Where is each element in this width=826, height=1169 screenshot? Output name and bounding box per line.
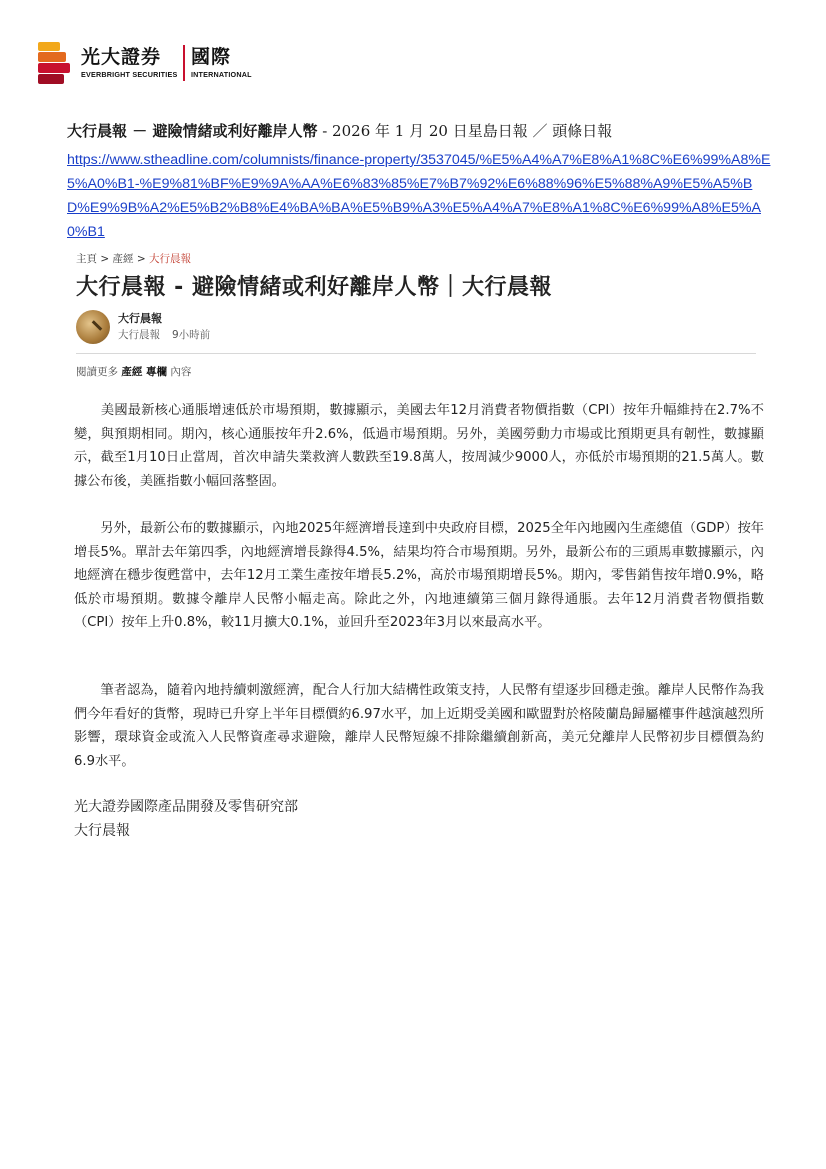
article-paragraph-1: 美國最新核心通脹增速低於市場預期，數據顯示，美國去年12月消費者物價指數（CPI）按年升幅維持在2.7%不變，與預期相同。期內，核心通脹按年升2.6%，低過市場預期。另外，美國勞動力市場或比預期更具有韌性，數據顯示，截至1月10日止當周，首次申請失業救濟人數跌至19.8萬人，按周減少9000人，亦低於市場預期的21.5萬人。數據公布後，美匯指數小幅回落整固。 — [74, 403, 764, 489]
document-header — [67, 120, 777, 142]
publish-time: 9小時前 — [172, 329, 211, 341]
logo-name-en-intl: INTERNATIONAL — [190, 70, 252, 79]
article-title: 大行晨報 - 避險情緒或利好離岸人幣｜大行晨報 — [76, 275, 552, 300]
report-title: 大行晨報 － 避險情緒或利好離岸人幣 — [67, 122, 318, 140]
logo-name-cn-intl: 國際 — [190, 46, 231, 68]
logo-name-cn: 光大證券 — [81, 46, 162, 68]
read-more — [76, 364, 191, 379]
source-link[interactable]: https://www.stheadline.com/columnists/finance-property/3537045/%E5%A4%A7%E8%A1%8C%E6%99%A8%E5%A0%B1-%E9%81%BF%E9%9A%AA%E6%83%85%E7%B7%92%E6%88%96%E5%88%A9%E5%A5%BD%E9%9B%A2%E5%B2%B8%E4%BA%BA%E5%B9%A3%E5%A4%A7%E8%A1%8C%E6%99%A8%E5%A0%B1 — [67, 152, 771, 240]
signature — [74, 795, 298, 843]
signature-department: 光大證券國際產品開發及零售研究部 — [74, 799, 298, 815]
breadcrumb-separator: > — [133, 253, 149, 265]
read-more-tags[interactable]: 產經 專欄 — [121, 366, 167, 378]
divider — [76, 353, 756, 354]
article-paragraph-3: 筆者認為，隨着內地持續刺激經濟，配合人行加大結構性政策支持，人民幣有望逐步回穩走強。離岸人民幣作為我們今年看好的貨幣，現時已升穿上半年目標價約6.97水平，加上近期受美國和歐盟對於格陵蘭島歸屬權事件越演越烈所影響，環球資金或流入人民幣資產尋求避險，離岸人民幣短線不排除繼續創新高，美元兌離岸人民幣初步目標價為約6.9水平。 — [74, 683, 764, 769]
breadcrumb-section[interactable]: 產經 — [112, 253, 134, 265]
logo-name-en: EVERBRIGHT SECURITIES — [81, 70, 178, 79]
avatar — [76, 310, 110, 344]
report-meta: - 2026 年 1 月 20 日星島日報 ／ 頭條日報 — [317, 122, 613, 140]
read-more-prefix: 閱讀更多 — [76, 366, 122, 378]
breadcrumb — [76, 251, 191, 266]
logo-divider — [183, 45, 185, 81]
article-paragraph-2: 另外，最新公布的數據顯示，內地2025年經濟增長達到中央政府目標，2025全年內地國內生產總值（GDP）按年增長5%。單計去年第四季，內地經濟增長錄得4.5%，結果均符合市場預期。另外，最新公布的三頭馬車數據顯示，內地經濟在穩步復甦當中，去年12月工業生產按年增長5.2%，高於市場預期增長5%。期內，零售銷售按年增0.9%，略低於市場預期。數據令離岸人民幣小幅走高。除此之外，內地連續第三個月錄得通脹。去年12月消費者物價指數（CPI）按年上升0.8%，較11月擴大0.1%，並回升至2023年3月以來最高水平。 — [74, 521, 764, 630]
author-column: 大行晨報 — [118, 329, 160, 341]
breadcrumb-current[interactable]: 大行晨報 — [148, 253, 191, 265]
signature-column: 大行晨報 — [74, 823, 130, 839]
breadcrumb-home[interactable]: 主頁 — [76, 253, 97, 265]
logo-mark-icon — [38, 42, 72, 84]
author-block — [76, 310, 222, 344]
breadcrumb-separator: > — [97, 253, 113, 265]
read-more-suffix: 內容 — [167, 366, 192, 378]
author-name[interactable]: 大行晨報 — [118, 312, 162, 325]
company-logo — [38, 41, 252, 85]
